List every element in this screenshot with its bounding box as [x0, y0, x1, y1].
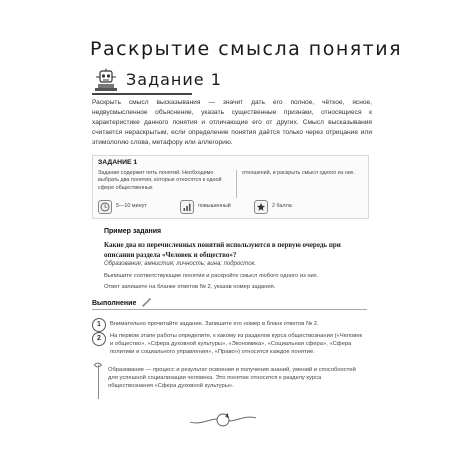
step-number-1: 1: [92, 318, 106, 332]
pencil-icon: [141, 296, 153, 308]
task-underline: [92, 93, 192, 95]
clock-icon: [98, 200, 112, 214]
execution-heading: Выполнение: [92, 300, 137, 307]
bar-chart-icon: [180, 200, 194, 214]
example-instruction-1: Выпишите соответствующие понятия и раскройте смысл любого одного из них.: [104, 273, 319, 279]
execution-underline: [92, 309, 367, 310]
page-number: 4: [225, 414, 229, 420]
task-robot-icon: [92, 68, 120, 92]
sample-answer-text: Образование — процесс и результат освоения и получения знаний, умений и способностей для успешной социализации человека. Это понятие относится к разделу курса обществознания «Сфера духовной культуры».: [108, 367, 356, 390]
step-text-2: На первом этапе работы определите, к какому из разделов курса обществознания («Человек и общество», «Сфера духовной культуры», «Экономика», «Социальная сфера», «Сфера политики и социального управления», «Право») относится каждое понятие.: [110, 333, 363, 356]
points-value: 2 балла: [272, 203, 292, 209]
task-description-left: Задание содержит пять понятий. Необходимо выбрать два понятия, которые относятся к одной сфере общественных: [98, 170, 222, 191]
star-icon: [254, 200, 268, 214]
page-title: Раскрытие смысла понятия: [90, 38, 403, 60]
step-number-2: 2: [92, 332, 106, 346]
difficulty-value: повышенный: [198, 203, 231, 209]
example-question: Какие два из перечисленных понятий используются в первую очередь при описании раздела «Человек и общество»?: [104, 241, 341, 259]
example-instruction-2: Ответ запишите на бланке ответов № 2, указав номер задания.: [104, 284, 276, 290]
task-heading: Задание 1: [126, 70, 222, 89]
task-box-label: ЗАДАНИЕ 1: [98, 159, 138, 166]
task-column-divider: [236, 170, 237, 198]
time-value: 5—10 минут: [116, 203, 147, 209]
task-description-right: отношений, и раскрыть смысл одного из них.: [242, 170, 355, 176]
example-heading: Пример задания: [104, 228, 162, 235]
example-options: Образование; амнистия; личность; вина; подросток.: [104, 261, 257, 267]
intro-paragraph: Раскрыть смысл высказывания — значит дать его полное, чёткое, ясное, недвусмысленное объяснение, указать существенные признаки, относящиеся к характеристике данного понятия и отличающие его от других. Смысл высказывания считается нераскрытым, если определение понятия даётся только через отрицание или этимологию слова, метафору или аллегорию.: [92, 99, 372, 146]
step-text-1: Внимательно прочитайте задание. Запишите его номер в бланк ответов № 2.: [110, 321, 319, 327]
